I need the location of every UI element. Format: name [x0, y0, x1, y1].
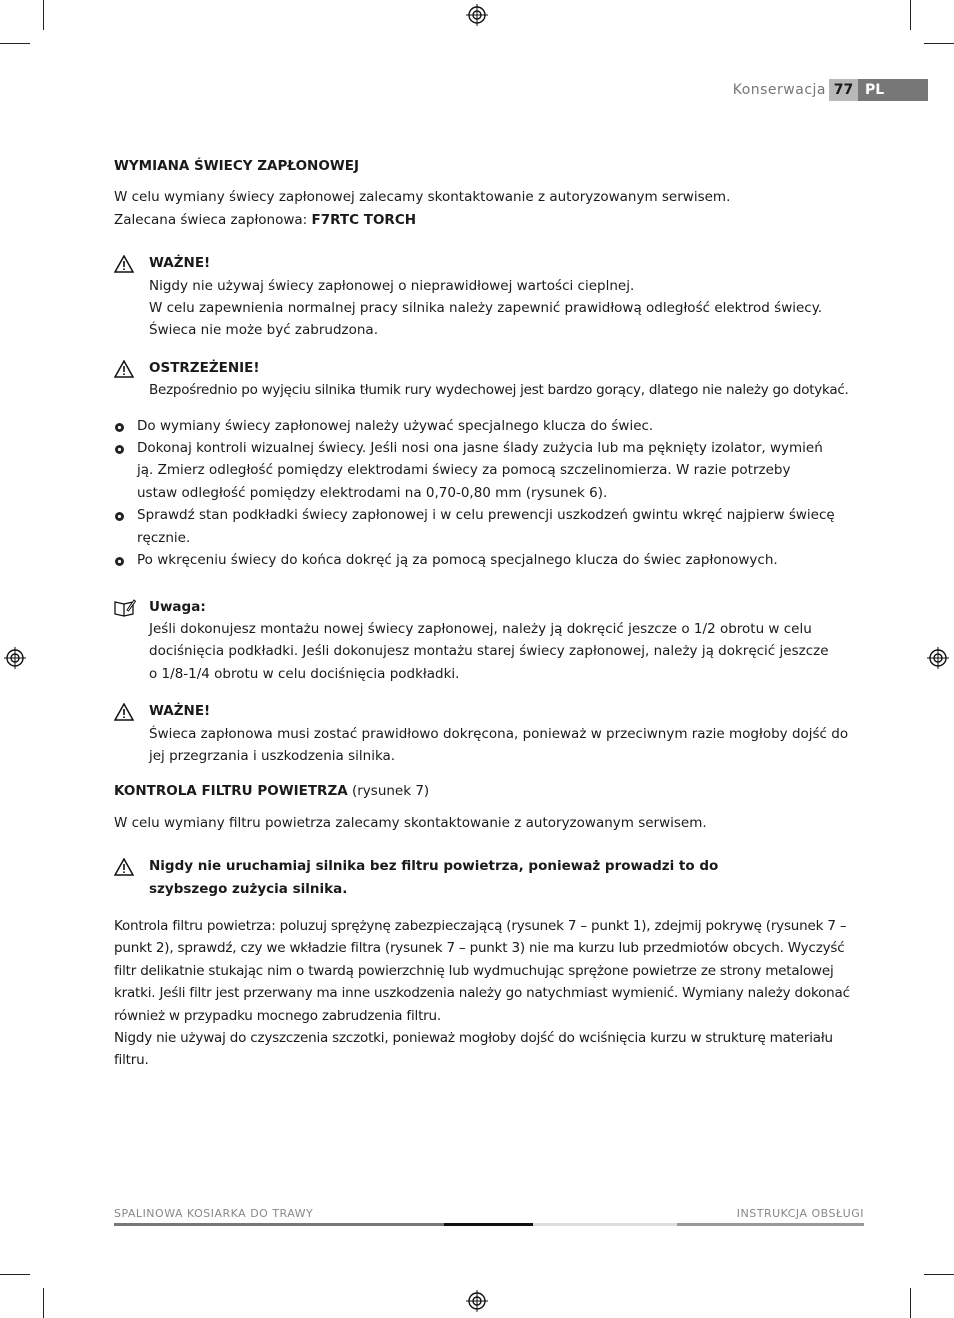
footer-bar [444, 1223, 533, 1226]
footer-doc-type: INSTRUKCJA OBSŁUGI [736, 1207, 864, 1220]
list-item-text: Do wymiany świecy zapłonowej należy używać specjalnego klucza do świec. [137, 417, 654, 434]
spark-plug-intro-1: W celu wymiany świecy zapłonowej zalecamy skontaktowanie z autoryzowanym serwisem. [114, 189, 731, 206]
list-item [114, 504, 866, 549]
air-filter-intro: W celu wymiany filtru powietrza zalecamy skontaktowanie z autoryzowanym serwisem. [114, 814, 707, 831]
important-line: Nigdy nie używaj świecy zapłonowej o nieprawidłowej wartości cieplnej. [149, 277, 635, 294]
registration-mark-icon [927, 647, 949, 669]
bullet-icon [114, 511, 125, 522]
bullet-icon [114, 444, 125, 455]
section-title: Konserwacja [732, 82, 826, 98]
warning-title: OSTRZEŻENIE! [149, 359, 260, 376]
air-filter-heading-ref: (rysunek 7) [347, 783, 430, 800]
important-title: WAŻNE! [149, 703, 211, 720]
air-filter-warning-text: Nigdy nie uruchamiaj silnika bez filtru powietrza, ponieważ prowadzi to do szybszego zużycia silnika. [149, 858, 719, 897]
page-content [114, 155, 866, 1072]
recommended-plug-label: Zalecana świeca zapłonowa: [114, 211, 312, 228]
page-number: 77 [829, 79, 858, 101]
footer-product: SPALINOWA KOSIARKA DO TRAWY [114, 1207, 314, 1220]
crop-mark [43, 1288, 44, 1318]
crop-mark [0, 43, 30, 44]
registration-mark-icon [466, 4, 488, 26]
crop-mark [910, 0, 911, 30]
recommended-plug-value: F7RTC TORCH [311, 211, 417, 228]
list-item-text: Dokonaj kontroli wizualnej świecy. Jeśli nosi ona jasne ślady zużycia lub ma pęknięty izolator, wymień ją. Zmierz odległość pomiędzy elektrodami świecy za pomocą szczelinomierza. W razie potrzeby ustaw odległość pomiędzy elektrodami na 0,70-0,80 mm (rysunek 6). [137, 440, 823, 501]
air-filter-warning [114, 855, 866, 900]
air-filter-heading-title: KONTROLA FILTRU POWIETRZA [114, 783, 348, 800]
warning-triangle-icon [114, 703, 134, 721]
air-filter-body: Kontrola filtru powietrza: poluzuj sprężynę zabezpieczającą (rysunek 7 – punkt 1), zdejmij pokrywę (rysunek 7 – punkt 2), sprawdź, czy we wkładzie filtra (rysunek 7 – punkt 3) nie ma kurzu lub przedmiotów obcych. Wyczyść filtr delikatnie stukając nim o twardą powierzchnię lub wydmuchując sprężone powietrze ze strony metalowej kratki. Jeśli filtr jest przerwany ma inne uszkodzenia należy go natychmiast wymienić. Wymiany należy dokonać również w przypadku mocnego zabrudzenia filtru. [114, 917, 850, 1024]
warning-notice [114, 357, 866, 402]
footer-bar [533, 1223, 677, 1226]
warning-text: Bezpośrednio po wyjęciu silnika tłumik rury wydechowej jest bardzo gorący, dlatego nie należy go dotykać. [149, 382, 849, 399]
spark-plug-heading: WYMIANA ŚWIECY ZAPŁONOWEJ [114, 158, 359, 174]
footer-bar [114, 1223, 444, 1226]
note-notice [114, 596, 866, 686]
crop-mark [924, 43, 954, 44]
footer-bar [677, 1223, 864, 1226]
note-title: Uwaga: [149, 598, 206, 615]
warning-triangle-icon [114, 255, 134, 273]
list-item [114, 549, 866, 571]
list-item [114, 437, 866, 504]
important-line: Świeca nie może być zabrudzona. [149, 322, 378, 339]
registration-mark-icon [466, 1290, 488, 1312]
bullet-icon [114, 556, 125, 567]
warning-triangle-icon [114, 360, 134, 378]
note-text: Jeśli dokonujesz montażu nowej świecy zapłonowej, należy ją dokręcić jeszcze o 1/2 obrotu w celu dociśnięcia podkładki. Jeśli dokonujesz montażu starej świecy zapłonowej, należy ją dokręcić jeszcze o 1/8-1/4 obrotu w celu dociśnięcia podkładki. [149, 620, 829, 682]
crop-mark [910, 1288, 911, 1318]
important-line: W celu zapewnienia normalnej pracy silnika należy zapewnić prawidłową odległość elektrod świecy. [149, 300, 823, 317]
warning-triangle-icon [114, 858, 134, 876]
air-filter-body: Nigdy nie używaj do czyszczenia szczotki, ponieważ mogłoby dojść do wciśnięcia kurzu w strukturę materiału filtru. [114, 1030, 833, 1069]
crop-mark [924, 1274, 954, 1275]
list-item-text: Po wkręceniu świecy do końca dokręć ją za pomocą specjalnego klucza do świec zapłonowych. [137, 552, 778, 569]
important-text: Świeca zapłonowa musi zostać prawidłowo dokręcona, ponieważ w przeciwnym razie mogłoby dojść do jej przegrzania i uszkodzenia silnika. [149, 725, 849, 764]
list-item [114, 415, 866, 437]
important-notice [114, 700, 866, 767]
note-book-icon [114, 599, 136, 617]
spark-plug-intro-2 [114, 209, 866, 231]
bullet-icon [114, 422, 125, 433]
important-title: WAŻNE! [149, 255, 211, 272]
language-code: PL [865, 82, 885, 98]
page-number-box [829, 79, 928, 101]
crop-mark [0, 1274, 30, 1275]
crop-mark [43, 0, 44, 30]
important-notice [114, 252, 866, 342]
list-item-text: Sprawdź stan podkładki świecy zapłonowej i w celu prewencji uszkodzeń gwintu wkręć najpierw świecę ręcznie. [137, 507, 835, 546]
registration-mark-icon [4, 647, 26, 669]
air-filter-heading [114, 780, 866, 802]
instruction-list [114, 415, 866, 572]
